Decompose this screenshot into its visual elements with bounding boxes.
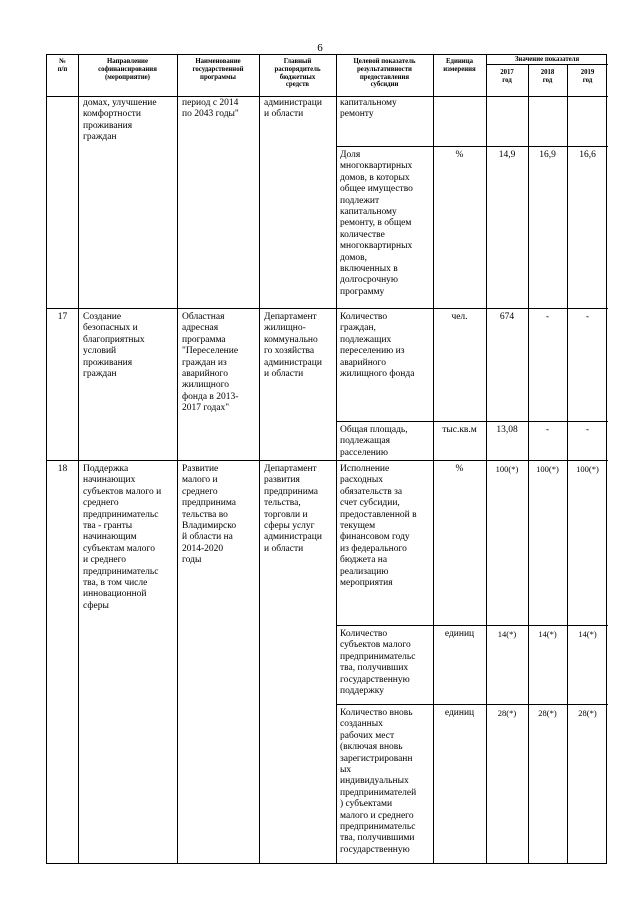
- header-indicator: Целевой показатель результативности предоставления субсидии: [353, 58, 416, 89]
- col-line: [486, 55, 487, 863]
- row18-ind2-2019: 14(*): [578, 629, 597, 639]
- row-line: [336, 146, 608, 147]
- row18-program: Развитие малого и среднего предпринима тельства во Владимирско й области на 2014-2020 годы: [182, 464, 237, 566]
- row17-program: Областная адресная программа "Переселение граждан из аварийного жилищного фонда в 2013- 2017 годах": [182, 312, 239, 414]
- row-line: [336, 625, 608, 626]
- row18-indicator-2: Количество субъектов малого предпринимательс тва, получивших государственную поддержку: [340, 629, 416, 696]
- row18-ind1-2017: 100(*): [495, 464, 519, 474]
- col-line: [336, 55, 337, 863]
- row-line: [47, 96, 608, 97]
- col-line: [433, 55, 434, 863]
- row16-direction: домах, улучшение комфортности проживания граждан: [83, 98, 157, 143]
- row18-ind1-2019: 100(*): [576, 464, 599, 474]
- row18-direction: Поддержка начинающих субъектов малого и среднего предпринимательс тва - гранты начинающим субъектам малого и среднего предпринимательс тва, в том числе инновационной сферы: [83, 464, 162, 611]
- row17-num: 17: [57, 312, 68, 322]
- header-value: Значение показателя: [514, 56, 580, 63]
- row17-ind1-2019: -: [585, 312, 590, 322]
- row17-ind2-2019: -: [585, 425, 590, 435]
- header-manager: Главный распорядитель бюджетных средств: [274, 58, 321, 89]
- row17-indicator-1: Количество граждан, подлежащих переселению из аварийного жилищного фонда: [340, 312, 415, 379]
- row16-ind2-unit: %: [455, 150, 464, 160]
- row17-ind1-2018: -: [545, 312, 550, 322]
- indicators-table: [46, 54, 607, 864]
- row18-ind2-2018: 14(*): [538, 629, 557, 639]
- row18-ind1-2018: 100(*): [536, 464, 559, 474]
- row16-indicator-1: капитальному ремонту: [340, 98, 397, 120]
- row18-manager: Департамент развития предпринима тельства, торговли и сферы услуг администраци и области: [264, 464, 322, 554]
- col-line: [259, 55, 260, 863]
- header-2017: 2017 год: [500, 69, 514, 84]
- row18-indicator-1: Исполнение расходных обязательств за счет субсидии, предоставленной в текущем финансовом году из федерального бюджета на реализацию мероприятия: [340, 464, 417, 588]
- header-unit: Единица измерения: [443, 58, 476, 73]
- row18-ind2-2017: 14(*): [497, 629, 517, 639]
- header-2018: 2018 год: [540, 69, 555, 84]
- row18-num: 18: [57, 464, 68, 474]
- row16-ind2-2019: 16,6: [579, 150, 596, 160]
- row16-indicator-2: Доля многоквартирных домов, в которых общее имущество подлежит капитальному ремонту, в общем количестве многоквартирных домов, включенных в долгосрочную программу: [340, 150, 413, 297]
- row18-ind2-unit: единиц: [444, 629, 475, 639]
- row17-indicator-2: Общая площадь, подлежащая расселению: [340, 425, 408, 458]
- page-number: 6: [317, 42, 323, 54]
- header-2019: 2019 год: [580, 69, 595, 84]
- header-direction: Направление софинансирования (мероприятие): [98, 58, 157, 81]
- row18-ind3-2017: 28(*): [497, 708, 517, 718]
- row18-ind3-2019: 28(*): [578, 708, 597, 718]
- row-line: [336, 421, 608, 422]
- row16-manager: администраци и области: [264, 98, 322, 120]
- row17-direction: Создание безопасных и благоприятных условий проживания граждан: [83, 312, 145, 379]
- header-program: Наименование государственной программы: [192, 58, 244, 81]
- row-line: [47, 308, 608, 309]
- row17-ind2-2018: -: [545, 425, 550, 435]
- row18-ind3-unit: единиц: [444, 708, 475, 718]
- row18-indicator-3: Количество вновь созданных рабочих мест (включая вновь зарегистрированн ых индивидуальных предпринимателей ) субъектами малого и среднего предпринимательс тва, получившими государственную: [340, 708, 417, 855]
- row17-ind1-unit: чел.: [451, 312, 468, 322]
- row16-ind2-2017: 14,9: [498, 150, 516, 160]
- row16-program: период с 2014 по 2043 годы": [182, 98, 239, 120]
- row18-ind3-2018: 28(*): [538, 708, 557, 718]
- row17-ind1-2017: 674: [499, 312, 515, 322]
- row17-manager: Департамент жилищно- коммунально го хозяйства администраци и области: [264, 312, 322, 379]
- row17-ind2-unit: тыс.кв.м: [442, 425, 477, 435]
- header-num: № п/п: [57, 58, 68, 73]
- row16-ind2-2018: 16,9: [539, 150, 556, 160]
- col-line: [177, 55, 178, 863]
- row17-ind2-2017: 13,08: [496, 425, 518, 435]
- col-line: [78, 55, 79, 863]
- row-line: [336, 704, 608, 705]
- row-line: [47, 460, 608, 461]
- row18-ind1-unit: %: [455, 464, 464, 474]
- row-line: [486, 64, 608, 65]
